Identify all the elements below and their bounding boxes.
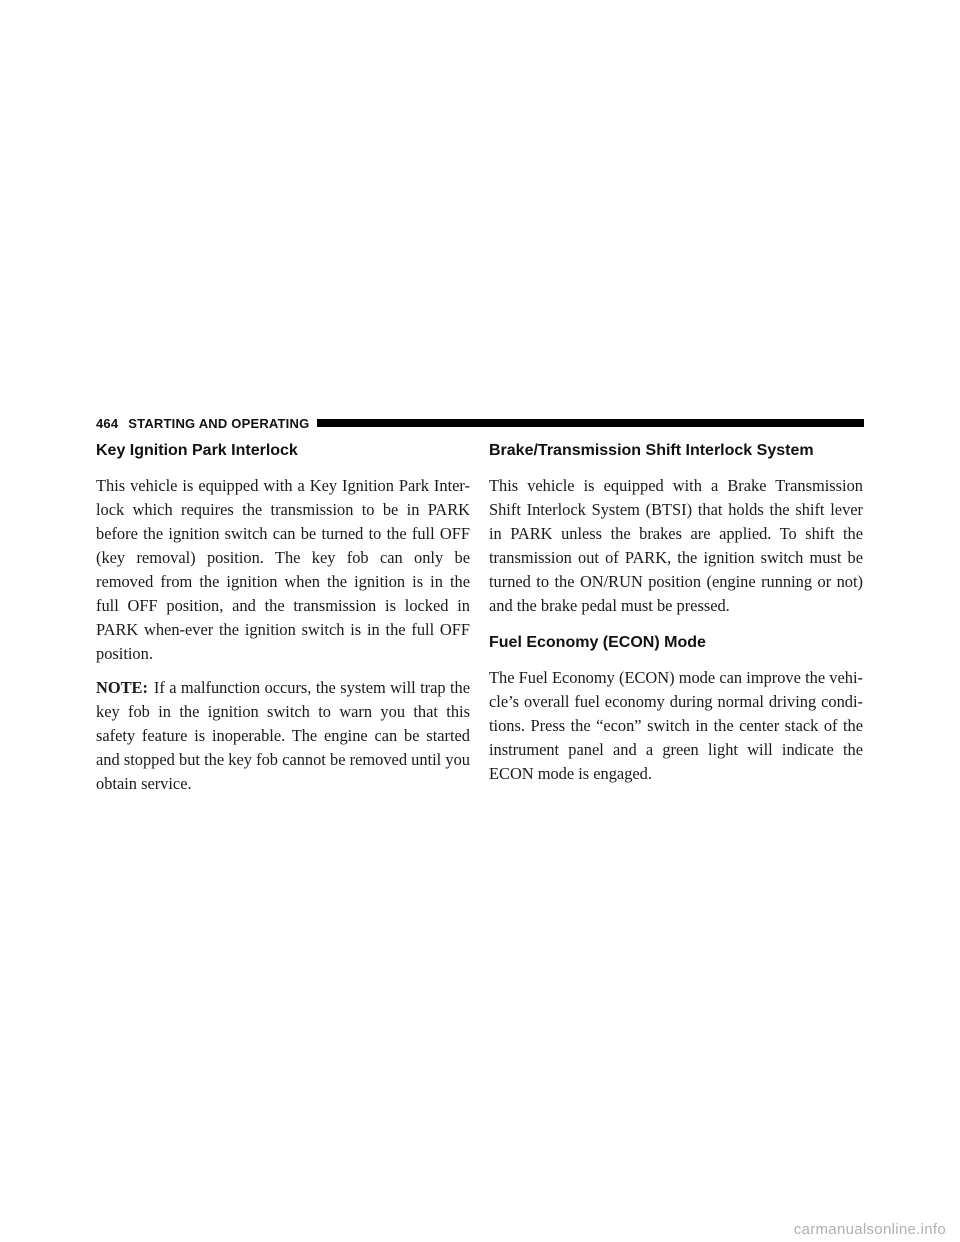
right-column bbox=[489, 440, 863, 796]
note-label: NOTE: bbox=[96, 678, 148, 697]
page-number: 464 bbox=[96, 415, 119, 431]
section-title: STARTING AND OPERATING bbox=[128, 415, 310, 431]
page-header bbox=[96, 415, 864, 431]
watermark: carmanualsonline.info bbox=[793, 1221, 946, 1238]
paragraph-key-ignition: This vehicle is equipped with a Key Ignition Park Inter-lock which requires the transmission to be in PARK before the ignition switch can be turned to the full OFF (key removal) position. The key fob can only be removed from the ignition when the ignition is in the full OFF position, and the transmission is locked in PARK when-ever the ignition switch is in the full OFF position. bbox=[96, 476, 470, 663]
note-text: If a malfunction occurs, the system will trap the key fob in the ignition switch to warn you that this safety feature is inoperable. The engine can be started and stopped but the key fob cannot be removed until you obtain service. bbox=[96, 678, 470, 793]
heading-key-ignition-park-interlock: Key Ignition Park Interlock bbox=[96, 442, 298, 459]
left-column bbox=[96, 440, 470, 806]
heading-brake-transmission-shift-interlock: Brake/Transmission Shift Interlock System bbox=[489, 442, 814, 459]
note-paragraph bbox=[96, 676, 470, 796]
paragraph-btsi: This vehicle is equipped with a Brake Transmission Shift Interlock System (BTSI) that holds the shift lever in PARK unless the brakes are applied. To shift the transmission out of PARK, the ignition switch must be turned to the ON/RUN position (engine running or not) and the brake pedal must be pressed. bbox=[489, 476, 863, 615]
header-rule bbox=[317, 419, 864, 427]
heading-fuel-economy-mode: Fuel Economy (ECON) Mode bbox=[489, 634, 706, 651]
paragraph-econ: The Fuel Economy (ECON) mode can improve the vehi-cle’s overall fuel economy during normal driving condi-tions. Press the “econ” switch in the center stack of the instrument panel and a green light will indicate the ECON mode is engaged. bbox=[489, 668, 863, 783]
